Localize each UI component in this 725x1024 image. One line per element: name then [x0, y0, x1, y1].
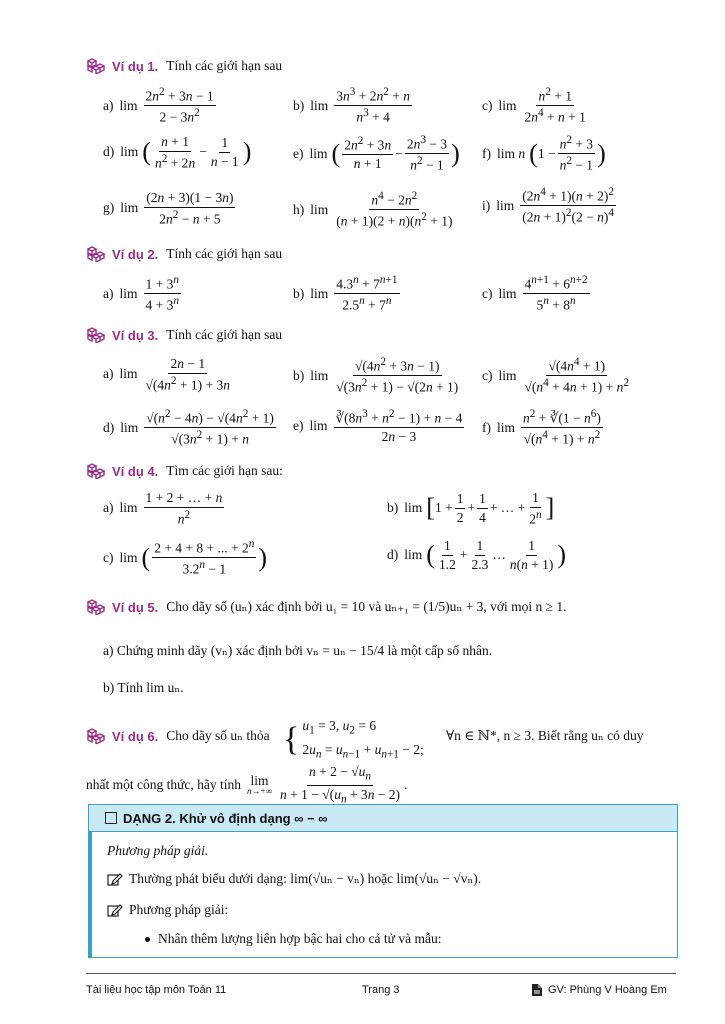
ex1-f: f) lim n ( 1 − $\frac{n^2 + 3}{n^2 - 1}$ )	[482, 134, 606, 173]
bullet-dot-icon	[145, 937, 150, 942]
ex2-b: b) lim $\frac{4.3^n + 7^{n+1}}{2.5^n + 7^n}$	[293, 274, 398, 313]
file-icon	[532, 984, 542, 996]
ex5-part-b: b) Tính lim uₙ.	[103, 680, 184, 695]
example-text: Tính các giới hạn sau	[166, 246, 283, 261]
ex3-d: d) lim $\frac{√(n^2 - 4n) - √(4n^2 + 1)}{√(3n^2 + 1) + n}$	[103, 408, 274, 447]
ex1-g: g) lim $\frac{(2n + 3)(1 - 3n)}{2n^2 - n + 5}$	[103, 190, 234, 227]
ex1-a: a) lim $\frac{2n^2 + 3n - 1}{2 - 3n^2}$	[103, 86, 214, 125]
ex6-tail: ∀n ∈ ℕ*, n ≥ 3. Biết rằng uₙ có duy	[446, 728, 644, 743]
example-6-heading	[86, 728, 270, 744]
example-title: Ví dụ 1.	[112, 58, 159, 74]
ex1-b: b) lim $\frac{3n^3 + 2n^2 + n}{n^3 + 4}$	[293, 86, 411, 125]
ex1-e: e) lim ( $\frac{2n^2 + 3n}{n + 1}$ − $\frac{2n^3 - 3}{n^2 - 1}$ )	[293, 134, 460, 173]
example-text: Cho dãy số uₙ thỏa	[166, 728, 270, 743]
ex3-f: f) lim $\frac{n^2 + ∛(1 - n^6)}{√(n^4 + 1) + n^2}$	[482, 408, 601, 447]
method-box	[88, 804, 678, 958]
example-title: Ví dụ 2.	[112, 246, 159, 262]
ex4-a: a) lim $\frac{1 + 2 + \dots + n}{n^2}$	[103, 490, 223, 527]
method-bullet-1-text: Thường phát biểu dưới dạng: lim(√uₙ − vₙ) hoặc lim(√uₙ − √vₙ).	[129, 871, 482, 886]
ex4-d: d) lim ( $\frac{1}{1.2}$ + $\frac{1}{2.3}$ … $\frac{1}{n(n + 1)}$ )	[387, 538, 567, 572]
ex5-part-a: a) Chứng minh dãy (vₙ) xác định bởi vₙ = uₙ − 15/4 là một cấp số nhân.	[103, 643, 493, 658]
footer-left: Tài liệu học tập môn Toán 11	[86, 984, 227, 996]
ex1-d: d) lim ( $\frac{n + 1}{n^2 + 2n}$ − $\frac{1}{n - 1}$ )	[103, 134, 252, 171]
example-text: Tính các giới hạn sau	[166, 58, 283, 73]
method-bullet-2-text: Phương pháp giải:	[129, 902, 229, 917]
example-text: Tính các giới hạn sau	[166, 327, 283, 342]
ex3-a: a) lim $\frac{2n - 1}{√(4n^2 + 1) + 3n}$	[103, 356, 231, 393]
ex4-c: c) lim ( $\frac{2 + 4 + 8 + ... + 2^n}{3.2^n - 1}$ )	[103, 538, 268, 577]
ex4-b: b) lim [ 1 + $\frac{1}{2}$ + $\frac{1}{4}$ + … + $\frac{1}{2^n}$ ]	[387, 490, 555, 527]
ex6-system: { $u_1 = 3$, $u_2 = 6$ $2u_n = u_{n-1} + u_{n+1} - 2$;	[283, 718, 424, 761]
ex1-i: i) lim $\frac{(2n^4 + 1)(n + 2)^2}{(2n + 1)^2(2 - n)^4}$	[482, 186, 614, 225]
example-title: Ví dụ 4.	[112, 463, 159, 479]
example-5-heading	[86, 599, 567, 615]
ex2-c: c) lim $\frac{4^{n+1} + 6^{n+2}}{5^n + 8^n}$	[482, 274, 588, 313]
example-title: Ví dụ 6.	[112, 728, 159, 744]
footer-right	[532, 984, 667, 996]
pencil-square-icon	[107, 903, 123, 917]
example-text: Cho dãy số (uₙ) xác định bởi u₁ = 10 và uₙ₊₁ = (1/5)uₙ + 3, với mọi n ≥ 1.	[166, 599, 567, 614]
pencil-square-icon	[107, 872, 123, 886]
checkbox-icon	[105, 812, 117, 824]
cubes-icon	[86, 246, 106, 262]
ex1-h: h) lim $\frac{n^4 - 2n^2}{(n + 1)(2 + n)(n^2 + 1)}$	[293, 190, 453, 229]
example-2-heading	[86, 246, 282, 262]
method-sub-bullet	[145, 931, 441, 947]
cubes-icon	[86, 327, 106, 343]
footer-page: Trang 3	[362, 984, 400, 996]
method-bullet-1	[107, 871, 481, 887]
ex6-line2-text: nhất một công thức, hãy tính	[86, 777, 242, 793]
example-1-heading	[86, 58, 282, 74]
example-title: Ví dụ 3.	[112, 327, 159, 343]
ex3-b: b) lim $\frac{√(4n^2 + 3n - 1)}{√(3n^2 + 1) - √(2n + 1)}$	[293, 356, 459, 395]
ex6-line2: nhất một công thức, hãy tính lim n→+∞ $\frac{n + 2 - √u_n}{n + 1 - √(u_n + 3n - 2)}$ .	[86, 764, 408, 806]
example-4-heading	[86, 463, 283, 479]
example-text: Tìm các giới hạn sau:	[166, 463, 283, 478]
example-3-heading	[86, 327, 282, 343]
method-bullet-2	[107, 902, 228, 918]
cubes-icon	[86, 463, 106, 479]
method-box-header	[89, 805, 677, 832]
method-label: Phương pháp giải.	[107, 843, 209, 858]
cubes-icon	[86, 728, 106, 744]
ex2-a: a) lim $\frac{1 + 3^n}{4 + 3^n}$	[103, 274, 180, 313]
method-box-title: DẠNG 2. Khử vô định dạng ∞ − ∞	[123, 810, 328, 826]
footer-author: GV: Phùng V Hoàng Em	[548, 984, 667, 996]
method-box-bar	[89, 832, 92, 957]
method-sub-bullet-text: Nhân thêm lượng liên hợp bậc hai cho cả tử và mẫu:	[158, 931, 442, 946]
ex1-c: c) lim $\frac{n^2 + 1}{2n^4 + n + 1}$	[482, 86, 586, 125]
cubes-icon	[86, 58, 106, 74]
ex3-e: e) lim $\frac{∛(8n^3 + n^2 - 1) + n - 4}{2n - 3}$	[293, 408, 463, 445]
cubes-icon	[86, 599, 106, 615]
ex3-c: c) lim $\frac{√(4n^4 + 1)}{√(n^4 + 4n + 1) + n^2}$	[482, 356, 630, 395]
footer-divider	[86, 973, 676, 974]
example-title: Ví dụ 5.	[112, 599, 159, 615]
